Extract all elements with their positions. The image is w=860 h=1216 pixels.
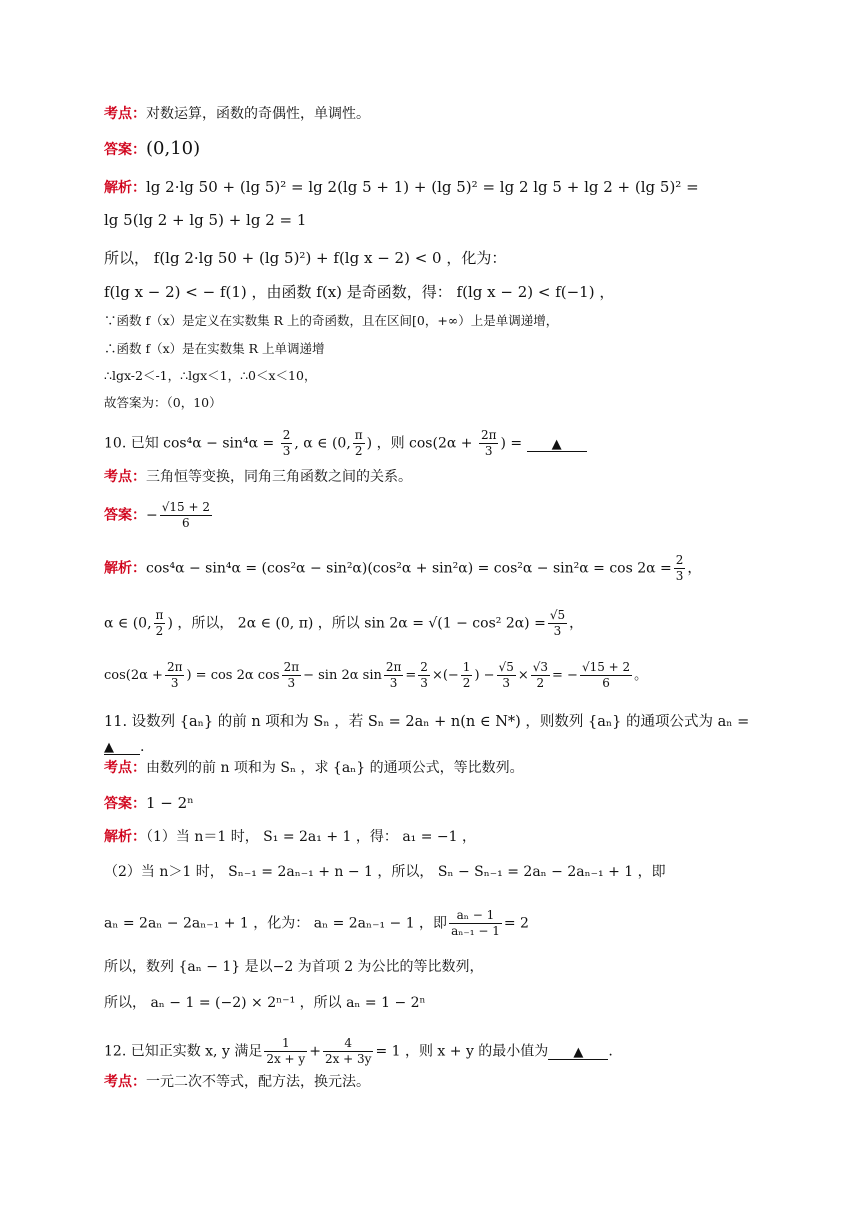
analysis-line-9a [104, 180, 699, 195]
q11-analysis-3 [104, 908, 529, 939]
analysis-part: α ∈ (0, [104, 615, 152, 632]
analysis-part: ) = cos 2α cos [186, 668, 280, 683]
q11-answer [104, 796, 194, 811]
q11-analysis-5: 所以， aₙ − 1 = (−2) × 2ⁿ⁻¹ ，所以 aₙ = 1 − 2ⁿ [104, 995, 426, 1011]
analysis-label: 解析： [104, 560, 146, 577]
analysis-part: ×(− [431, 668, 459, 683]
analysis-frac: $\frac{√15 + 2}{6}$ [581, 660, 631, 690]
analysis-part: aₙ = 2aₙ − 2aₙ₋₁ + 1 ，化为： aₙ = 2aₙ₋₁ − 1 ，即 [104, 915, 448, 932]
analysis-frac: $\frac{1}{2}$ [462, 660, 471, 690]
q10-frac1: $\frac{2}{3}$ [282, 428, 291, 458]
analysis-frac: $\frac{2}{3}$ [675, 553, 684, 583]
analysis-part: = − [552, 668, 578, 683]
analysis-part: = [405, 668, 417, 683]
analysis-part: cos(2α + [104, 668, 163, 683]
answer-blank: ▲ [104, 741, 140, 755]
analysis-frac: $\frac{2}{3}$ [420, 660, 428, 690]
q12-kaodian [104, 1075, 370, 1089]
q12-frac2: $\frac{4}{2x + 3y}$ [324, 1036, 372, 1066]
q10-mid: , α ∈ (0, [294, 435, 351, 452]
q11-analysis-2: （2）当 n＞1 时， Sₙ₋₁ = 2aₙ₋₁ + n − 1 ，所以， Sₙ − Sₙ₋₁ = 2aₙ − 2aₙ₋₁ + 1 ，即 [104, 864, 666, 880]
analysis-part: ) − [474, 668, 495, 683]
analysis-line-9h: 故答案为：（0，10） [104, 395, 222, 410]
answer-blank: ▲ [527, 438, 587, 452]
q10-frac2: $\frac{\pi}{2}$ [354, 428, 363, 458]
analysis-line-9b: lg 5(lg 2 + lg 5) + lg 2 = 1 [104, 211, 307, 229]
q12-part: 12. 已知正实数 x, y 满足 [104, 1043, 263, 1060]
analysis-frac: $\frac{√5}{3}$ [498, 660, 514, 690]
analysis-text: （1）当 n＝1 时， S₁ = 2a₁ + 1 ，得： a₁ = −1 ， [146, 829, 476, 845]
question-10 [104, 428, 587, 459]
analysis-line-9d: f(lg x − 2) < − f(1) ，由函数 f(x) 是奇函数，得： f(lg x − 2) < f(−1) ， [104, 283, 615, 301]
analysis-frac: $\frac{√5}{3}$ [549, 608, 566, 638]
analysis-frac: $\frac{2\pi}{3}$ [283, 660, 300, 690]
kaodian-line-9 [104, 107, 370, 121]
q10-kaodian [104, 470, 412, 484]
analysis-part: − sin 2α sin [303, 668, 382, 683]
q10-post: ) = [500, 435, 523, 452]
q10-analysis-1 [104, 553, 701, 584]
answer-frac: $\frac{√15 + 2}{6}$ [161, 500, 210, 530]
analysis-line-9e: ∵函数 f（x）是定义在实数集 R 上的奇函数，且在区间[0，+∞）上是单调递增， [104, 313, 559, 328]
analysis-label: 解析： [104, 829, 146, 845]
kaodian-text: 一元二次不等式，配方法，换元法。 [146, 1074, 370, 1090]
kaodian-text: 对数运算，函数的奇偶性，单调性。 [146, 106, 370, 122]
q12-part: = 1 ，则 x + y 的最小值为 [375, 1043, 549, 1060]
question-11 [104, 715, 749, 730]
kaodian-text: 由数列的前 n 项和为 Sₙ ，求 {aₙ} 的通项公式，等比数列。 [146, 760, 524, 776]
question-12 [104, 1036, 613, 1067]
kaodian-label: 考点： [104, 106, 146, 122]
analysis-frac: $\frac{2\pi}{3}$ [385, 660, 402, 690]
analysis-frac: $\frac{√3}{2}$ [532, 660, 549, 690]
q11-dot: . [140, 739, 145, 755]
answer-sign: − [146, 507, 158, 524]
analysis-frac: $\frac{\pi}{2}$ [155, 608, 164, 638]
analysis-part: × [517, 668, 529, 683]
kaodian-label: 考点： [104, 760, 146, 776]
analysis-line-9g: ∴lgx-2＜-1，∴lgx＜1，∴0＜x＜10， [104, 368, 317, 383]
analysis-part: ) ，所以， 2α ∈ (0, π) ，所以 sin 2α = √(1 − cos² 2α) = [167, 615, 546, 632]
analysis-part: = 2 [503, 915, 529, 932]
analysis-label: 解析： [104, 180, 146, 196]
q11-text: 11. 设数列 {aₙ} 的前 n 项和为 Sₙ ，若 Sₙ = 2aₙ + n(n ∈ N*) ，则数列 {aₙ} 的通项公式为 aₙ = [104, 714, 750, 730]
analysis-formula: cos⁴α − sin⁴α = (cos²α − sin²α)(cos²α + sin²α) = cos²α − sin²α = cos 2α = [146, 560, 672, 577]
analysis-post: ， [687, 560, 702, 577]
q10-frac3: $\frac{2\pi}{3}$ [480, 428, 497, 458]
analysis-line-9c: 所以， f(lg 2·lg 50 + (lg 5)²) + f(lg x − 2) < 0 ，化为： [104, 249, 507, 267]
q10-analysis-2 [104, 608, 583, 639]
analysis-formula: lg 2·lg 50 + (lg 5)² = lg 2(lg 5 + 1) + (lg 5)² = lg 2 lg 5 + lg 2 + (lg 5)² = [146, 178, 699, 196]
analysis-line-9f: ∴函数 f（x）是在实数集 R 上单调递增 [104, 341, 325, 356]
answer-line-9 [104, 140, 200, 158]
kaodian-label: 考点： [104, 469, 146, 485]
answer-value: (0,10) [146, 138, 201, 159]
kaodian-text: 三角恒等变换，同角三角函数之间的关系。 [146, 469, 412, 485]
q10-answer [104, 500, 214, 531]
answer-label: 答案： [104, 796, 146, 812]
kaodian-label: 考点： [104, 1074, 146, 1090]
answer-label: 答案： [104, 142, 146, 158]
q12-frac1: $\frac{1}{2x + y}$ [266, 1036, 306, 1066]
analysis-frac: $\frac{\text{aₙ − 1}}{\text{aₙ₋₁ − 1}}$ [451, 908, 500, 938]
analysis-frac: $\frac{2\pi}{3}$ [166, 660, 183, 690]
q11-analysis-1 [104, 830, 476, 844]
answer-blank: ▲ [548, 1046, 608, 1060]
q12-part: + [309, 1043, 321, 1060]
analysis-part: 。 [634, 668, 648, 683]
q12-dot: . [608, 1043, 613, 1060]
q10-mid2: ) ，则 cos(2α + [366, 435, 477, 452]
q10-analysis-3 [104, 660, 647, 691]
q11-blank-line [104, 740, 144, 755]
analysis-part: ， [569, 615, 584, 632]
q11-analysis-4: 所以，数列 {aₙ − 1} 是以−2 为首项 2 为公比的等比数列， [104, 959, 484, 975]
q11-kaodian [104, 761, 524, 775]
answer-label: 答案： [104, 507, 146, 524]
q10-pre: 10. 已知 cos⁴α − sin⁴α = [104, 435, 279, 452]
answer-value: 1 − 2ⁿ [146, 794, 194, 812]
